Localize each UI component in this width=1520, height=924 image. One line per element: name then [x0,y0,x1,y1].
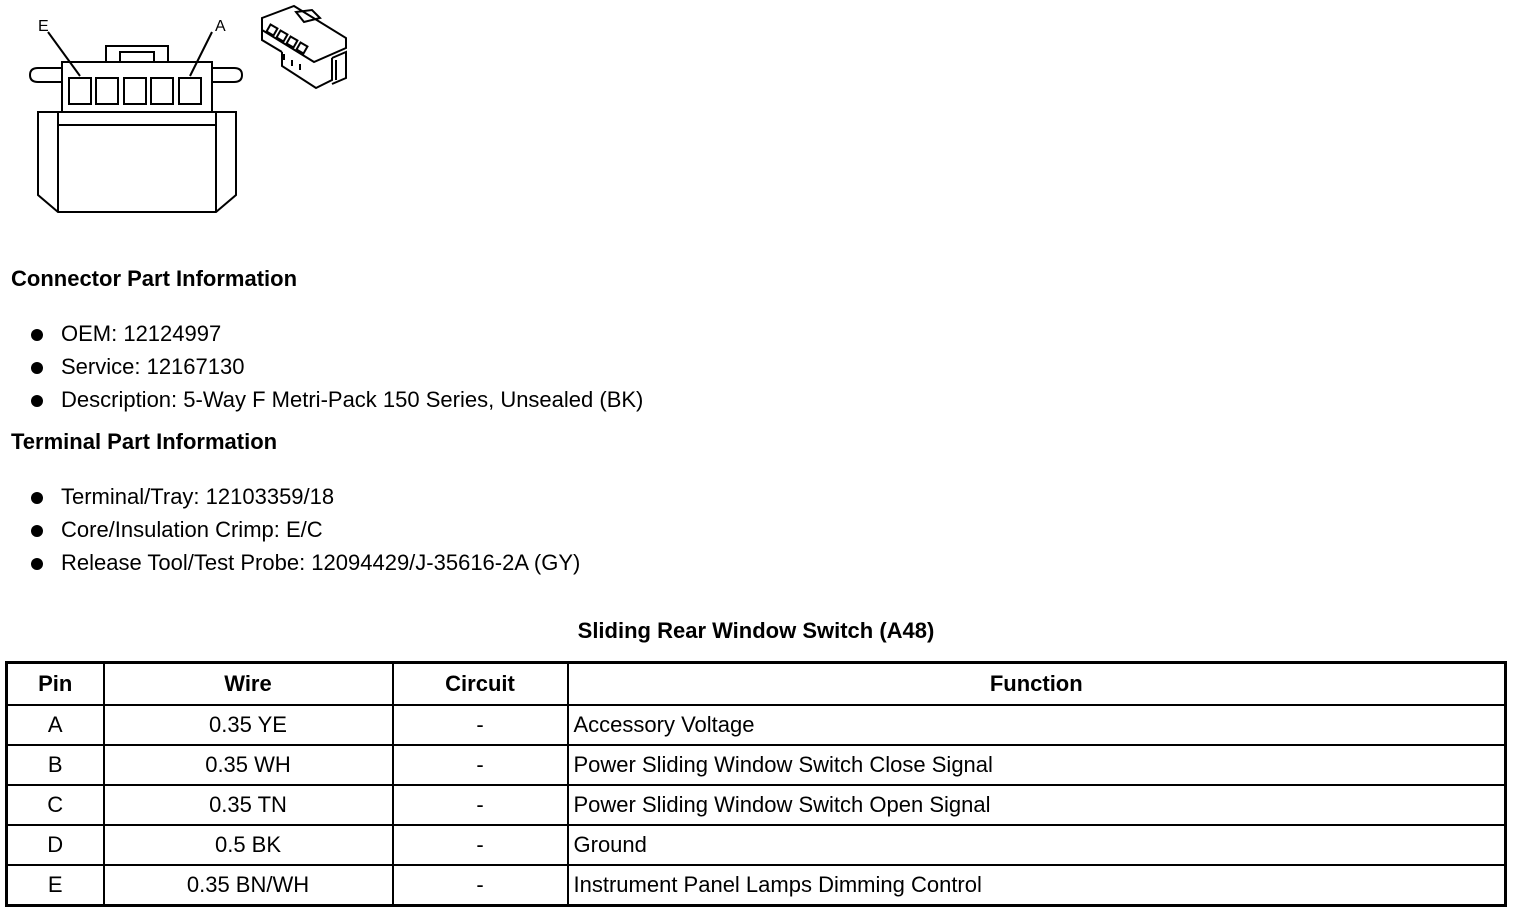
pin-label-a: A [215,18,226,35]
cell-circuit: - [393,785,568,825]
list-item [28,484,580,517]
list-item [28,354,643,387]
list-item-text: Description: 5-Way F Metri-Pack 150 Series, Unsealed (BK) [61,387,644,412]
table-title: Sliding Rear Window Switch (A48) [577,618,935,643]
connector-iso-view [262,6,346,88]
bullet-icon [31,329,43,341]
cell-wire: 0.35 WH [104,745,393,785]
cell-function: Accessory Voltage [568,705,1506,745]
list-item-text: Terminal/Tray: 12103359/18 [61,484,335,509]
cell-wire: 0.5 BK [104,825,393,865]
cell-wire: 0.35 YE [104,705,393,745]
cell-pin: A [7,705,104,745]
list-item-text: Core/Insulation Crimp: E/C [61,517,323,542]
cell-pin: C [7,785,104,825]
bullet-icon [31,525,43,537]
list-item [28,387,643,420]
cell-function: Instrument Panel Lamps Dimming Control [568,865,1506,906]
bullet-icon [31,558,43,570]
pin-label-e: E [38,18,49,35]
terminal-info-list [28,484,580,583]
cell-wire: 0.35 TN [104,785,393,825]
bullet-icon [31,395,43,407]
cell-circuit: - [393,865,568,906]
cell-function: Ground [568,825,1506,865]
pinout-table [5,661,1507,907]
cell-pin: B [7,745,104,785]
list-item-text: Service: 12167130 [61,354,245,379]
list-item-text: OEM: 12124997 [61,321,222,346]
table-row [7,865,1506,906]
header-pin: Pin [7,663,104,706]
bullet-icon [31,362,43,374]
list-item-text: Release Tool/Test Probe: 12094429/J-35616-2A (GY) [61,550,581,575]
list-item [28,550,580,583]
table-header-row [7,663,1506,706]
cell-circuit: - [393,705,568,745]
cell-function: Power Sliding Window Switch Open Signal [568,785,1506,825]
list-item [28,517,580,550]
connector-front-view [30,32,242,212]
connector-drawing [0,0,380,225]
table-row [7,825,1506,865]
table-row [7,705,1506,745]
bullet-icon [31,492,43,504]
cell-wire: 0.35 BN/WH [104,865,393,906]
cell-circuit: - [393,825,568,865]
connector-info-list [28,321,643,420]
cell-function: Power Sliding Window Switch Close Signal [568,745,1506,785]
cell-pin: D [7,825,104,865]
header-wire: Wire [104,663,393,706]
table-row [7,745,1506,785]
cell-pin: E [7,865,104,906]
header-function: Function [568,663,1506,706]
table-row [7,785,1506,825]
connector-info-heading: Connector Part Information [11,266,298,291]
cell-circuit: - [393,745,568,785]
list-item [28,321,643,354]
header-circuit: Circuit [393,663,568,706]
terminal-info-heading: Terminal Part Information [11,429,278,454]
